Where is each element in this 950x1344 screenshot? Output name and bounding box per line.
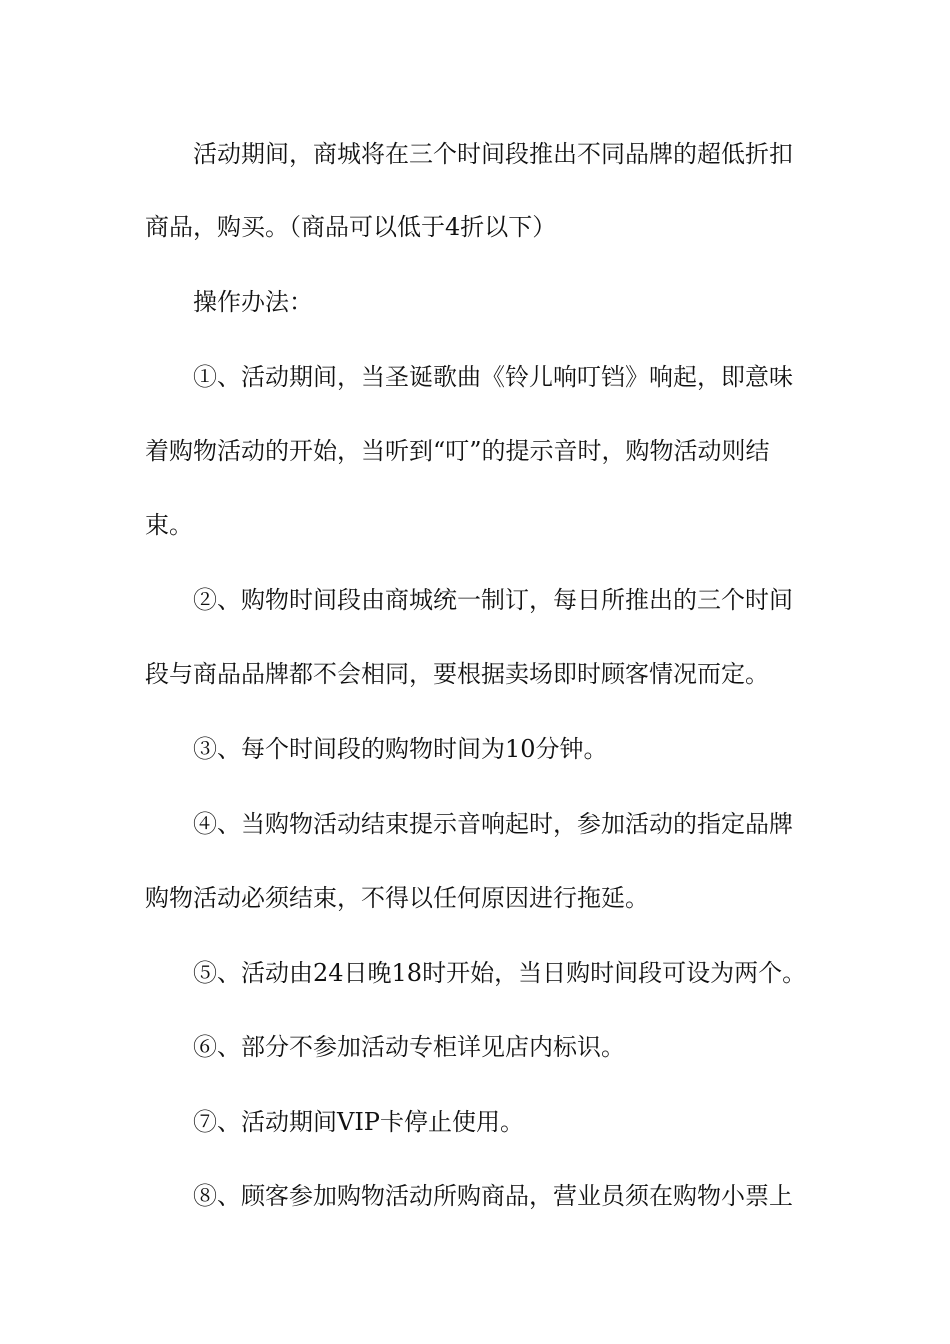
paragraph-line: ⑧、顾客参加购物活动所购商品，营业员须在购物小票上: [193, 1182, 793, 1210]
paragraph-line: 着购物活动的开始，当听到“叮”的提示音时，购物活动则结: [145, 437, 770, 465]
paragraph-line: ④、当购物活动结束提示音响起时，参加活动的指定品牌: [193, 810, 793, 838]
paragraph-line: ③、每个时间段的购物时间为10分钟。: [193, 735, 608, 763]
paragraph-line: ⑥、部分不参加活动专柜详见店内标识。: [193, 1033, 625, 1061]
paragraph-line: 商品，购买。（商品可以低于4折以下）: [145, 213, 557, 241]
paragraph-line: 段与商品品牌都不会相同，要根据卖场即时顾客情况而定。: [145, 660, 769, 688]
paragraph-line: 活动期间，商城将在三个时间段推出不同品牌的超低折扣: [193, 140, 793, 168]
section-heading: 操作办法：: [193, 288, 313, 316]
paragraph-line: ①、活动期间，当圣诞歌曲《铃儿响叮铛》响起，即意味: [193, 363, 793, 391]
paragraph-line: ⑤、活动由24日晚18时开始，当日购时间段可设为两个。: [193, 959, 807, 987]
paragraph-line: 购物活动必须结束，不得以任何原因进行拖延。: [145, 884, 649, 912]
paragraph-line: ⑦、活动期间VIP卡停止使用。: [193, 1108, 524, 1136]
paragraph-line: ②、购物时间段由商城统一制订，每日所推出的三个时间: [193, 586, 793, 614]
paragraph-line: 束。: [145, 511, 193, 539]
